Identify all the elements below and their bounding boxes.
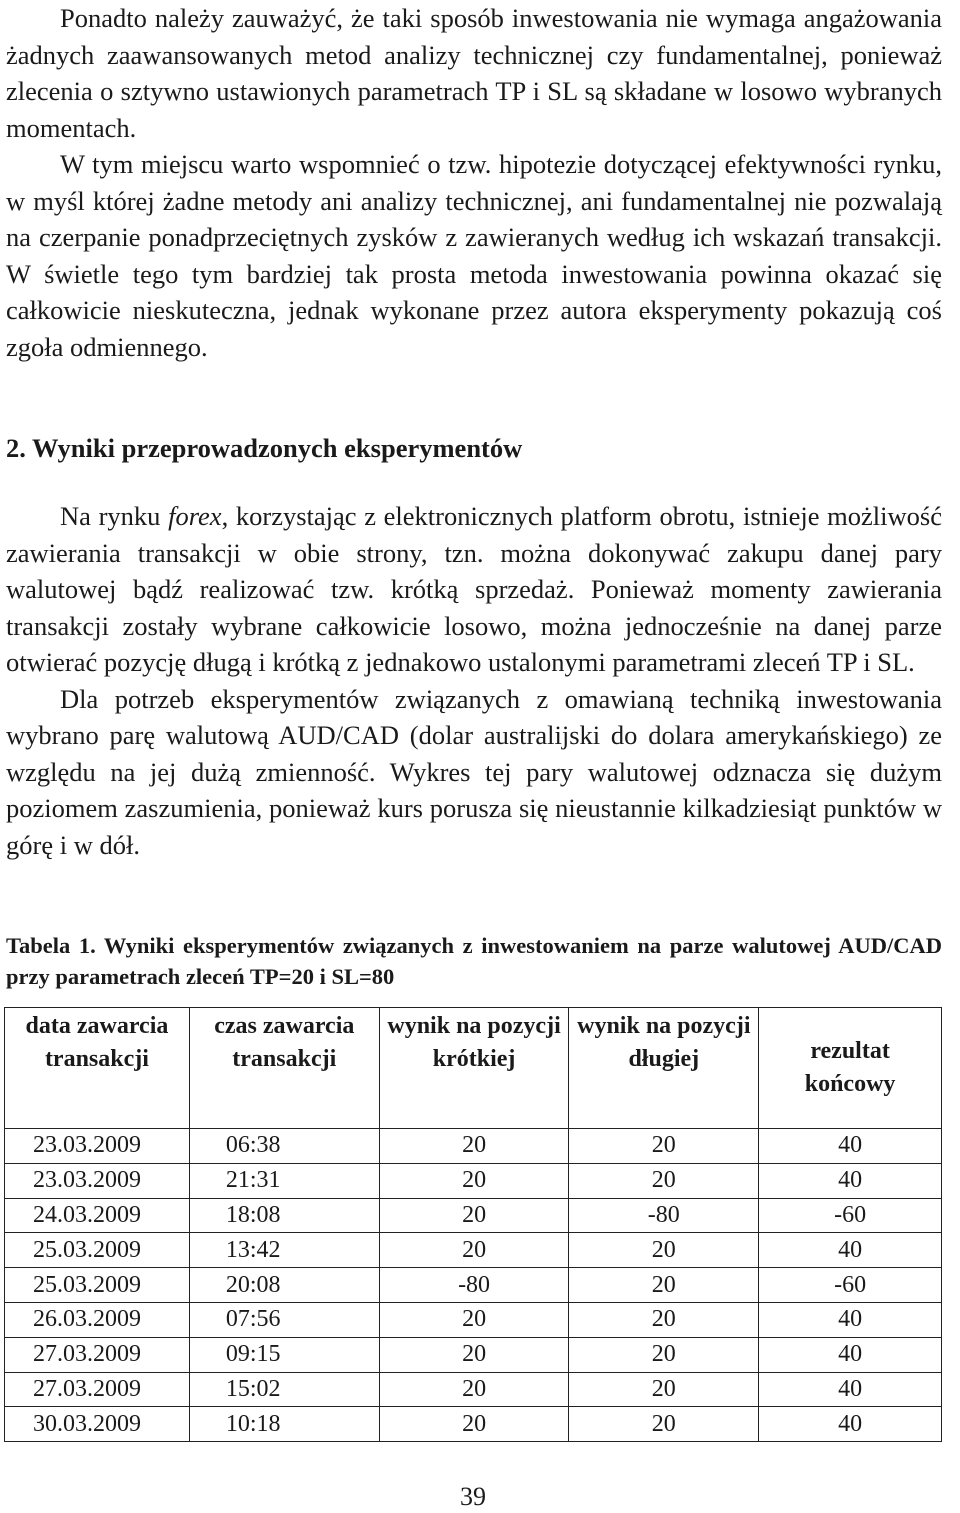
column-header: czas zawarcia transakcji [189,1008,379,1129]
table-cell: 10:18 [189,1407,379,1442]
table-cell: 20 [569,1268,759,1303]
table-header-row [5,1008,942,1129]
table-row [5,1198,942,1233]
table-row [5,1337,942,1372]
table-cell: -60 [759,1268,942,1303]
table-cell: 23.03.2009 [5,1163,190,1198]
paragraph-forex [6,498,942,863]
column-header: wynik na pozycji długiej [569,1008,759,1129]
table-cell: 40 [759,1233,942,1268]
table-cell: 27.03.2009 [5,1372,190,1407]
table-cell: 07:56 [189,1302,379,1337]
table-cell: 15:02 [189,1372,379,1407]
table-cell: 09:15 [189,1337,379,1372]
table-cell: 20 [379,1198,569,1233]
table-cell: 20 [569,1233,759,1268]
table-row [5,1129,942,1164]
table-body [5,1129,942,1442]
table-cell: 06:38 [189,1129,379,1164]
table-cell: 40 [759,1337,942,1372]
table-cell: 40 [759,1163,942,1198]
table-row [5,1268,942,1303]
table-cell: -80 [569,1198,759,1233]
paragraph-text: Ponadto należy zauważyć, że taki sposób inwestowania nie wymaga angażowania żadnych zaawansowanych metod analizy technicznej czy fundamentalnej, ponieważ zlecenia o sztywno ustawionych parametrach TP i SL są składane w losowo wybranych momentach. [6,3,942,143]
table-cell: 20 [379,1163,569,1198]
table-cell: 26.03.2009 [5,1302,190,1337]
table-cell: 25.03.2009 [5,1233,190,1268]
section-heading: 2. Wyniki przeprowadzonych eksperymentów [6,433,523,463]
table-cell: 40 [759,1129,942,1164]
page-number: 39 [460,1482,486,1511]
column-header: rezultat końcowy [759,1008,942,1129]
table-row [5,1407,942,1442]
table-cell: 20:08 [189,1268,379,1303]
table-cell: 40 [759,1372,942,1407]
table-cell: 40 [759,1407,942,1442]
table-cell: 20 [379,1233,569,1268]
table-cell: 23.03.2009 [5,1129,190,1164]
table-cell: 20 [569,1302,759,1337]
table-cell: 24.03.2009 [5,1198,190,1233]
table-row [5,1233,942,1268]
table-cell: 40 [759,1302,942,1337]
paragraph-text: , korzystając z elektronicznych platform obrotu, istnieje możliwość zawierania transakcji w obie strony, tzn. można dokonywać zakupu danej pary walutowej bądź realizować tzw. krótką sprzedaż. Ponieważ momenty zawierania transakcji zostały wybrane całkowicie losowo, można jednocześnie na danej parze otwierać pozycję długą i krótką z jednakowo ustalonymi parametrami zleceń TP i SL. [6,501,942,677]
column-header: wynik na pozycji krótkiej [379,1008,569,1129]
table-row [5,1163,942,1198]
table-cell: -80 [379,1268,569,1303]
table-cell: 21:31 [189,1163,379,1198]
table-cell: 20 [379,1302,569,1337]
table-cell: 20 [379,1337,569,1372]
paragraph-efficiency [6,0,942,365]
table-cell: 30.03.2009 [5,1407,190,1442]
table-cell: 13:42 [189,1233,379,1268]
column-header: data zawarcia transakcji [5,1008,190,1129]
italic-term: forex [168,501,222,531]
paragraph-text: Dla potrzeb eksperymentów związanych z omawianą techniką inwestowania wybrano parę walutową AUD/CAD (dolar australijski do dolara amerykańskiego) ze względu na jej dużą zmienność. Wykres tej pary walutowej odznacza się dużym poziomem zaszumienia, ponieważ kurs porusza się nieustannie kilkadziesiąt punktów w górę i w dół. [6,683,942,860]
paragraph-text: W tym miejscu warto wspomnieć o tzw. hipotezie dotyczącej efektywności rynku, w myśl której żadne metody ani analizy technicznej, ani fundamentalnej nie pozwalają na czerpanie ponadprzeciętnych zysków z zawieranych według ich wskazań transakcji. W świetle tego tym bardziej tak prosta metoda inwestowania powinna okazać się całkowicie nieskuteczna, jednak wykonane przez autora eksperymenty pokazują coś zgoła odmiennego. [6,149,942,362]
table-cell: 20 [569,1372,759,1407]
table-cell: 20 [569,1163,759,1198]
results-table [4,1007,942,1442]
paragraph-text: Na rynku [60,501,169,531]
table-cell: -60 [759,1198,942,1233]
table-cell: 20 [379,1407,569,1442]
table-row [5,1302,942,1337]
table-cell: 27.03.2009 [5,1337,190,1372]
table-cell: 25.03.2009 [5,1268,190,1303]
table-caption: Tabela 1. Wyniki eksperymentów związanych z inwestowaniem na parze walutowej AUD/CAD przy parametrach zleceń TP=20 i SL=80 [6,933,942,989]
table-cell: 18:08 [189,1198,379,1233]
table-cell: 20 [569,1337,759,1372]
table-cell: 20 [379,1129,569,1164]
table-cell: 20 [379,1372,569,1407]
table-row [5,1372,942,1407]
table-cell: 20 [569,1129,759,1164]
table-cell: 20 [569,1407,759,1442]
